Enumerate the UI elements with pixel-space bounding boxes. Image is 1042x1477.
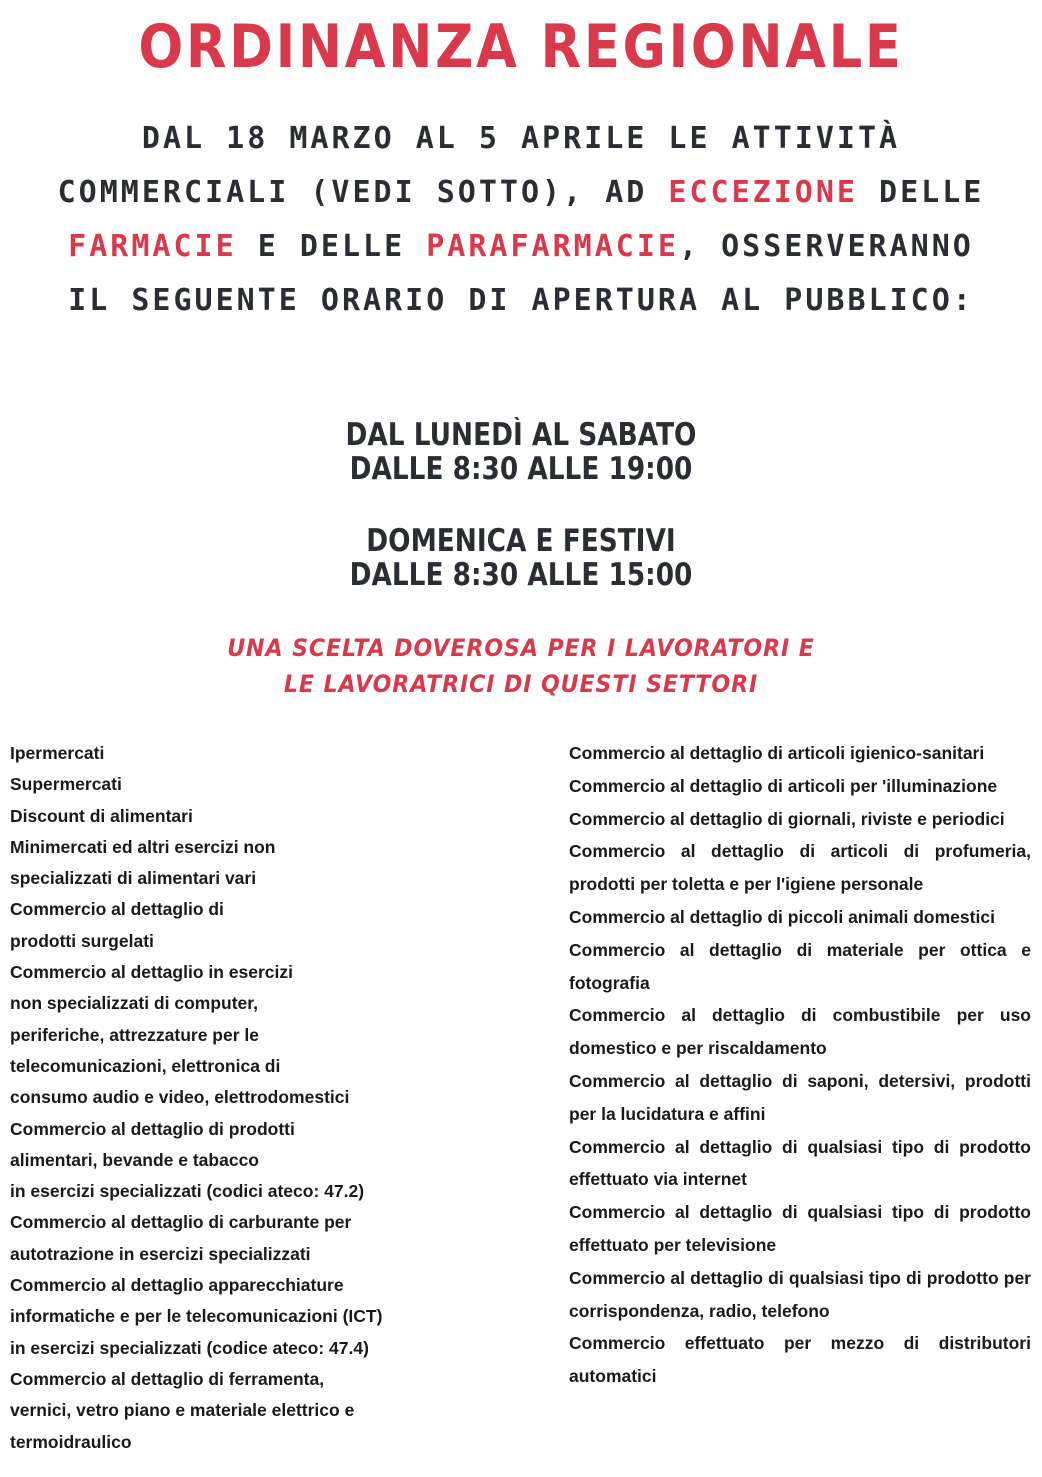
list-item: Ipermercati	[10, 743, 105, 763]
list-item: consumo audio e video, elettrodomestici	[10, 1087, 350, 1108]
right-activity-list	[569, 737, 1031, 1393]
list-item: Minimercati ed altri esercizi non	[10, 836, 276, 857]
list-item: Commercio al dettaglio di giornali, riviste e periodici	[569, 808, 1005, 829]
highlight-farmacie: FARMACIE	[68, 229, 237, 264]
list-item: Commercio al dettaglio di carburante per	[10, 1212, 352, 1233]
list-item: Commercio al dettaglio di	[10, 899, 224, 920]
list-item: Commercio al dettaglio di materiale per ottica e fotografia	[569, 939, 1031, 993]
page-title: ORDINANZA REGIONALE	[138, 12, 904, 82]
sunday-label: DOMENICA E FESTIVI	[366, 523, 676, 559]
list-item: Commercio al dettaglio apparecchiature	[10, 1275, 344, 1296]
list-item: non specializzati di computer,	[10, 993, 258, 1014]
list-item: Commercio al dettaglio di qualsiasi tipo di prodotto per corrispondenza, radio, telefono	[569, 1267, 1031, 1321]
list-item: Commercio al dettaglio di prodotti	[10, 1118, 295, 1139]
weekday-label: DAL LUNEDÌ AL SABATO	[345, 417, 697, 453]
intro-text: DELLE	[857, 175, 985, 210]
weekday-schedule	[0, 418, 1042, 486]
list-item: Commercio al dettaglio di articoli di profumeria, prodotti per toletta e per l'igiene personale	[569, 841, 1031, 895]
list-item: Commercio al dettaglio di qualsiasi tipo di prodotto effettuato per televisione	[569, 1202, 1031, 1255]
tagline	[0, 630, 1042, 702]
list-item: Commercio al dettaglio di saponi, detersivi, prodotti per la lucidatura e affini	[569, 1070, 1031, 1124]
list-item: Commercio effettuato per mezzo di distributori automatici	[569, 1333, 1031, 1387]
list-item: prodotti surgelati	[10, 930, 154, 951]
list-item: Discount di alimentari	[10, 805, 193, 826]
list-item: termoidraulico	[10, 1431, 132, 1452]
intro-text: E DELLE	[236, 229, 427, 264]
tagline-line-2: LE LAVORATRICI DI QUESTI SETTORI	[283, 670, 759, 698]
list-item: Supermercati	[10, 774, 122, 795]
list-item: Commercio al dettaglio di ferramenta,	[10, 1368, 325, 1389]
highlight-eccezione: ECCEZIONE	[668, 175, 858, 210]
left-activity-list	[10, 738, 430, 1458]
list-item: autotrazione in esercizi specializzati	[10, 1243, 311, 1264]
list-item: Commercio al dettaglio di piccoli animali domestici	[569, 906, 995, 927]
list-item: in esercizi specializzati (codice ateco: 47.4)	[10, 1337, 369, 1358]
list-item: periferiche, attrezzature per le	[10, 1024, 259, 1045]
weekday-hours: DALLE 8:30 ALLE 19:00	[349, 451, 693, 487]
list-item: alimentari, bevande e tabacco	[10, 1149, 259, 1170]
intro-paragraph	[40, 112, 1002, 328]
list-item: Commercio al dettaglio in esercizi	[10, 962, 293, 983]
list-item: telecomunicazioni, elettronica di	[10, 1055, 281, 1076]
tagline-line-1: UNA SCELTA DOVEROSA PER I LAVORATORI E	[227, 634, 815, 662]
list-item: vernici, vetro piano e materiale elettrico e	[10, 1400, 355, 1421]
list-item: Commercio al dettaglio di qualsiasi tipo di prodotto effettuato via internet	[569, 1136, 1031, 1190]
highlight-parafarmacie: PARAFARMACIE	[426, 229, 679, 264]
sunday-schedule	[0, 524, 1042, 592]
intro-text: DAL 18 MARZO AL 5 APRILE LE ATTIVITÀ COMMERCIALI (VEDI SOTTO), AD	[57, 121, 901, 210]
list-item: informatiche e per le telecomunicazioni (ICT)	[10, 1306, 383, 1327]
sunday-hours: DALLE 8:30 ALLE 15:00	[349, 557, 693, 593]
list-item: Commercio al dettaglio di combustibile per uso domestico e per riscaldamento	[569, 1005, 1031, 1059]
list-item: Commercio al dettaglio di articoli igienico-sanitari	[569, 743, 985, 763]
list-item: Commercio al dettaglio di articoli per 'illuminazione	[569, 775, 998, 796]
list-item: specializzati di alimentari vari	[10, 868, 257, 889]
intro-text: , OSSERVERANNO IL SEGUENTE ORARIO DI APERTURA AL PUBBLICO:	[68, 229, 974, 318]
list-item: in esercizi specializzati (codici ateco: 47.2)	[10, 1181, 365, 1202]
